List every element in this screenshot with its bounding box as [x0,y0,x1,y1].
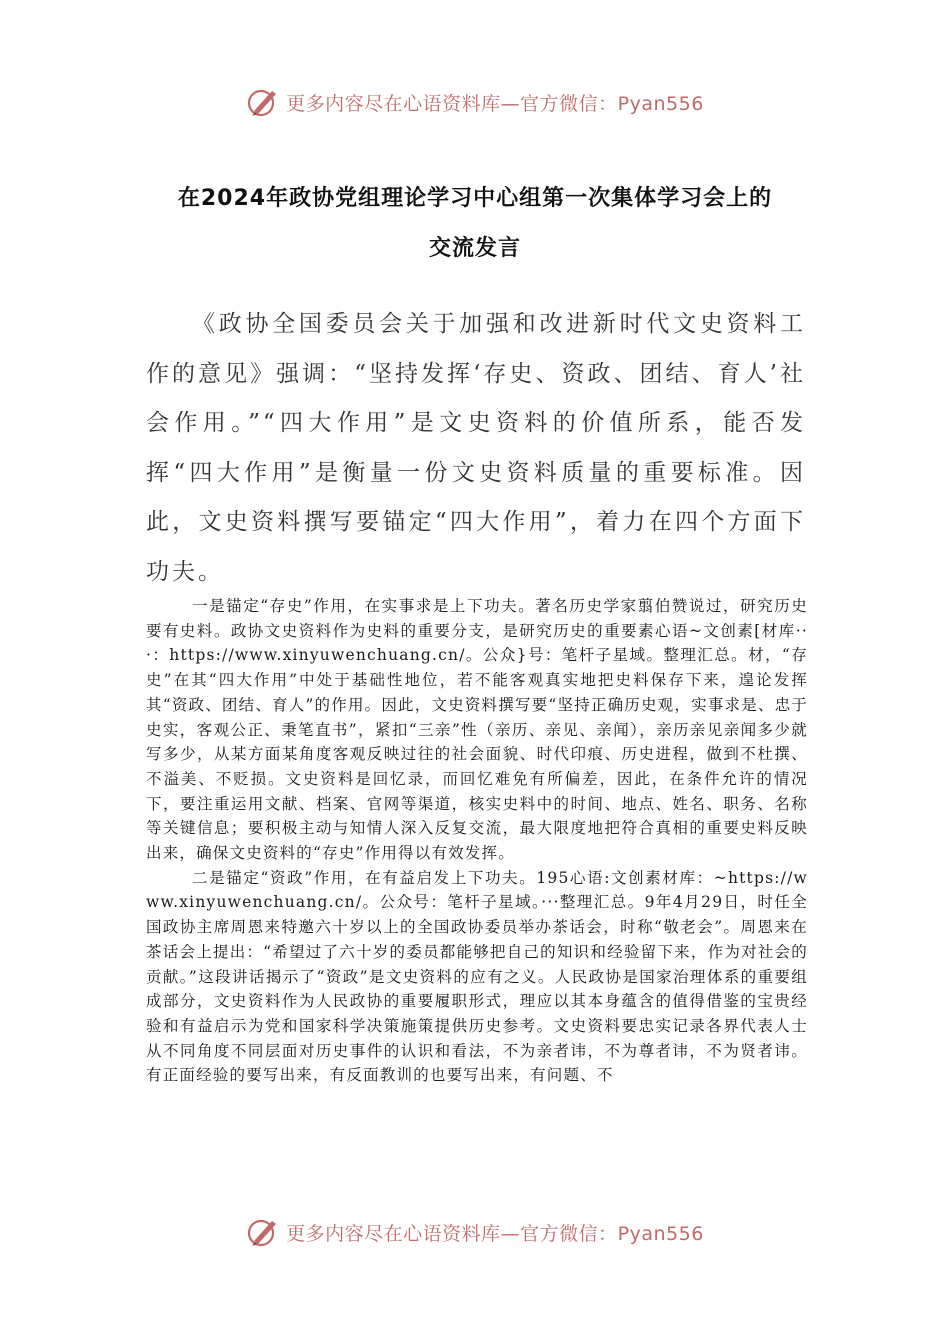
intro-paragraph: 《政协全国委员会关于加强和改进新时代文史资料工作的意见》强调：“坚持发挥‘存史、资政、团结、育人’社会作用。”“四大作用”是文史资料的价值所系，能否发挥“四大作用”是衡量一份文史资料质量的重要标准。因此，文史资料撰写要锚定“四大作用”，着力在四个方面下功夫。 [146,311,806,585]
document-title-line-2: 交流发言 [428,236,521,261]
pen-circle-logo-icon [246,85,280,119]
footer-banner [0,1210,950,1254]
banner-text: 更多内容尽在心语资料库—官方微信：Pyan556 [286,92,704,115]
intro-section [146,300,806,597]
body-paragraph-1: 一是锚定“存史”作用，在实事求是上下功夫。著名历史学家翦伯赞说过，研究历史要有史料。政协文史资料作为史料的重要分支，是研究历史的重要素心语~文创素[材库···：https://www.xinyuwenchuang.cn/。公众}号：笔杆子星域。整理汇总。材，“存史”在其“四大作用”中处于基础性地位，若不能客观真实地把史料保存下来，遑论发挥其“资政、团结、育人”的作用。因此，文史资料撰写要“坚持正确历史观，实事求是、忠于史实，客观公正、秉笔直书”，紧扣“三亲”性（亲历、亲见、亲闻），亲历亲见亲闻多少就写多少，从某方面某角度客观反映过往的社会面貌、时代印痕、历史进程，做到不杜撰、不溢美、不贬损。文史资料是回忆录，而回忆难免有所偏差，因此，在条件允许的情况下，要注重运用文献、档案、官网等渠道，核实史料中的时间、地点、姓名、职务、名称等关键信息；要积极主动与知情人深入反复交流，最大限度地把符合真相的重要史料反映出来，确保文史资料的“存史”作用得以有效发挥。 [146,597,808,863]
banner-text: 更多内容尽在心语资料库—官方微信：Pyan556 [286,1222,704,1245]
body-section [146,594,808,1088]
pen-circle-logo-icon [246,1215,280,1249]
document-title-line-1: 在2024年政协党组理论学习中心组第一次集体学习会上的 [177,186,773,211]
header-banner [0,80,950,124]
body-paragraph-2: 二是锚定“资政”作用，在有益启发上下功夫。195心语:文创素材库：~https://www.xinyuwenchuang.cn/。公众号：笔杆子星域。···整理汇总。9年4月29日，时任全国政协主席周恩来特邀六十岁以上的全国政协委员举办茶话会，时称“敬老会”。周恩来在茶话会上提出：“希望过了六十岁的委员都能够把自己的知识和经验留下来，作为对社会的贡献。”这段讲话揭示了“资政”是文史资料的应有之义。人民政协是国家治理体系的重要组成部分，文史资料作为人民政协的重要履职形式，理应以其本身蕴含的值得借鉴的宝贵经验和有益启示为党和国家科学决策施策提供历史参考。文史资料要忠实记录各界代表人士从不同角度不同层面对历史事件的认识和看法，不为亲者讳，不为尊者讳，不为贤者讳。有正面经验的要写出来，有反面教训的也要写出来，有问题、不 [146,868,808,1085]
